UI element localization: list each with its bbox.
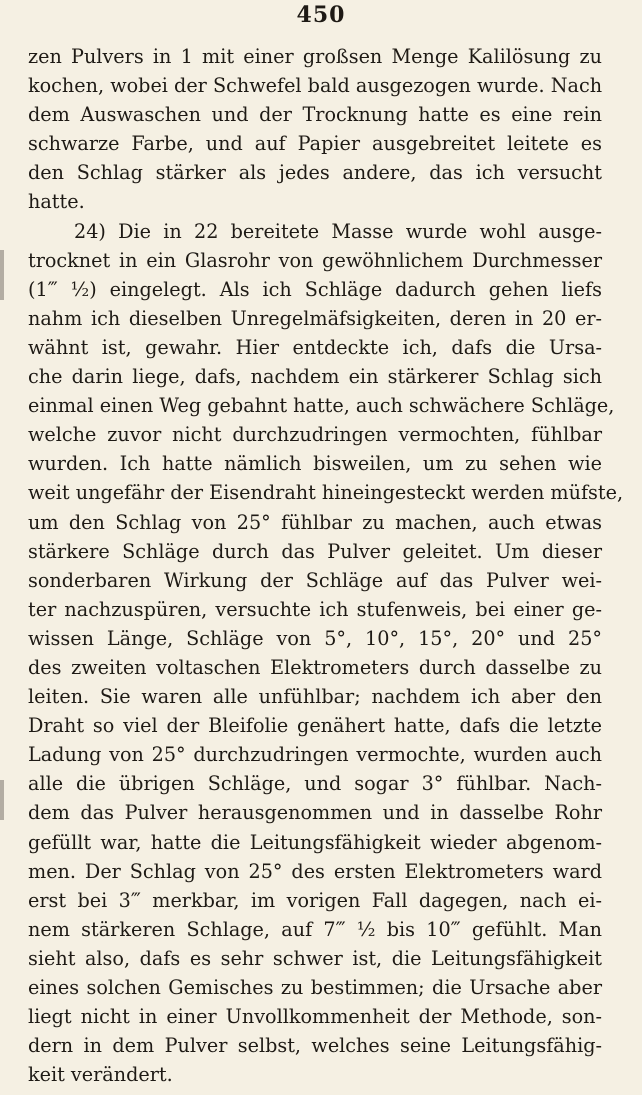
text-line: um den Schlag von 25° fühlbar zu machen, auch etwas <box>28 510 602 534</box>
paragraph-24 <box>28 217 624 1090</box>
text-line: nem stärkeren Schlage, auf 7‴ ½ bis 10‴ gefühlt. Man <box>28 917 602 941</box>
text-line: liegt nicht in einer Unvollkommenheit der Methode, son- <box>28 1005 602 1029</box>
text-line: wähnt ist, gewahr. Hier entdeckte ich, dafs die Ursa- <box>28 335 602 359</box>
text-line: nahm ich dieselben Unregelmäfsigkeiten, deren in 20 er- <box>28 306 602 330</box>
text-line: dern in dem Pulver selbst, welches seine Leitungsfähig- <box>28 1034 602 1058</box>
page-edge-shadow <box>0 250 4 300</box>
text-line: gefüllt war, hatte die Leitungsfähigkeit wieder abgenom- <box>28 830 602 854</box>
text-line: eines solchen Gemisches zu bestimmen; die Ursache aber <box>28 976 602 999</box>
text-line: ter nachzuspüren, versuchte ich stufenweis, bei einer ge- <box>28 597 602 621</box>
page-number: 450 <box>296 2 346 28</box>
text-line: stärkere Schläge durch das Pulver geleitet. Um dieser <box>28 539 602 563</box>
text-line: alle die übrigen Schläge, und sogar 3° fühlbar. Nach- <box>28 772 602 796</box>
text-line: men. Der Schlag von 25° des ersten Elektrometers ward <box>28 859 602 883</box>
text-line: sonderbaren Wirkung der Schläge auf das Pulver wei- <box>28 568 602 592</box>
text-line: Draht so viel der Bleifolie genähert hatte, dafs die letzte <box>28 714 602 738</box>
text-line: dem das Pulver herausgenommen und in dasselbe Rohr <box>28 801 602 825</box>
text-line: (1‴ ½) eingelegt. Als ich Schläge dadurch gehen liefs <box>28 277 602 301</box>
text-line: trocknet in ein Glasrohr von gewöhnlichem Durchmesser <box>28 248 602 272</box>
text-line: Ladung von 25° durchzudringen vermochte, wurden auch <box>28 743 602 767</box>
text-line: des zweiten voltaschen Elektrometers durch dasselbe zu <box>28 655 602 679</box>
text-line: 24) Die in 22 bereitete Masse wurde wohl ausge- <box>74 219 602 243</box>
text-line: che darin liege, dafs, nachdem ein stärkerer Schlag sich <box>28 365 602 389</box>
page-edge-shadow <box>0 780 4 820</box>
text-line: zen Pulvers in 1 mit einer großsen Menge Kalilösung zu <box>28 45 602 68</box>
text-line: keit verändert. <box>28 1063 173 1087</box>
text-line: schwarze Farbe, und auf Papier ausgebreitet leitete es <box>28 132 602 156</box>
text-line: den Schlag stärker als jedes andere, das ich versucht <box>28 161 602 185</box>
paragraph-1 <box>28 42 602 217</box>
body-text <box>28 42 624 1089</box>
text-line: hatte. <box>28 190 85 214</box>
text-line: wissen Länge, Schläge von 5°, 10°, 15°, 20° und 25° <box>28 626 602 650</box>
text-line: erst bei 3‴ merkbar, im vorigen Fall dagegen, nach ei- <box>28 888 602 912</box>
text-line: leiten. Sie waren alle unfühlbar; nachdem ich aber den <box>28 685 602 709</box>
text-line: kochen, wobei der Schwefel bald ausgezogen wurde. Nach <box>28 74 603 98</box>
text-line: einmal einen Weg gebahnt hatte, auch schwächere Schläge, <box>28 394 615 418</box>
text-line: welche zuvor nicht durchzudringen vermochten, fühlbar <box>28 423 602 447</box>
text-line: sieht also, dafs es sehr schwer ist, die Leitungsfähigkeit <box>28 946 602 970</box>
text-line: wurden. Ich hatte nämlich bisweilen, um zu sehen wie <box>28 452 602 476</box>
text-line: dem Auswaschen und der Trocknung hatte es eine rein <box>28 103 602 127</box>
text-line: weit ungefähr der Eisendraht hineingesteckt werden müfste, <box>28 481 624 505</box>
